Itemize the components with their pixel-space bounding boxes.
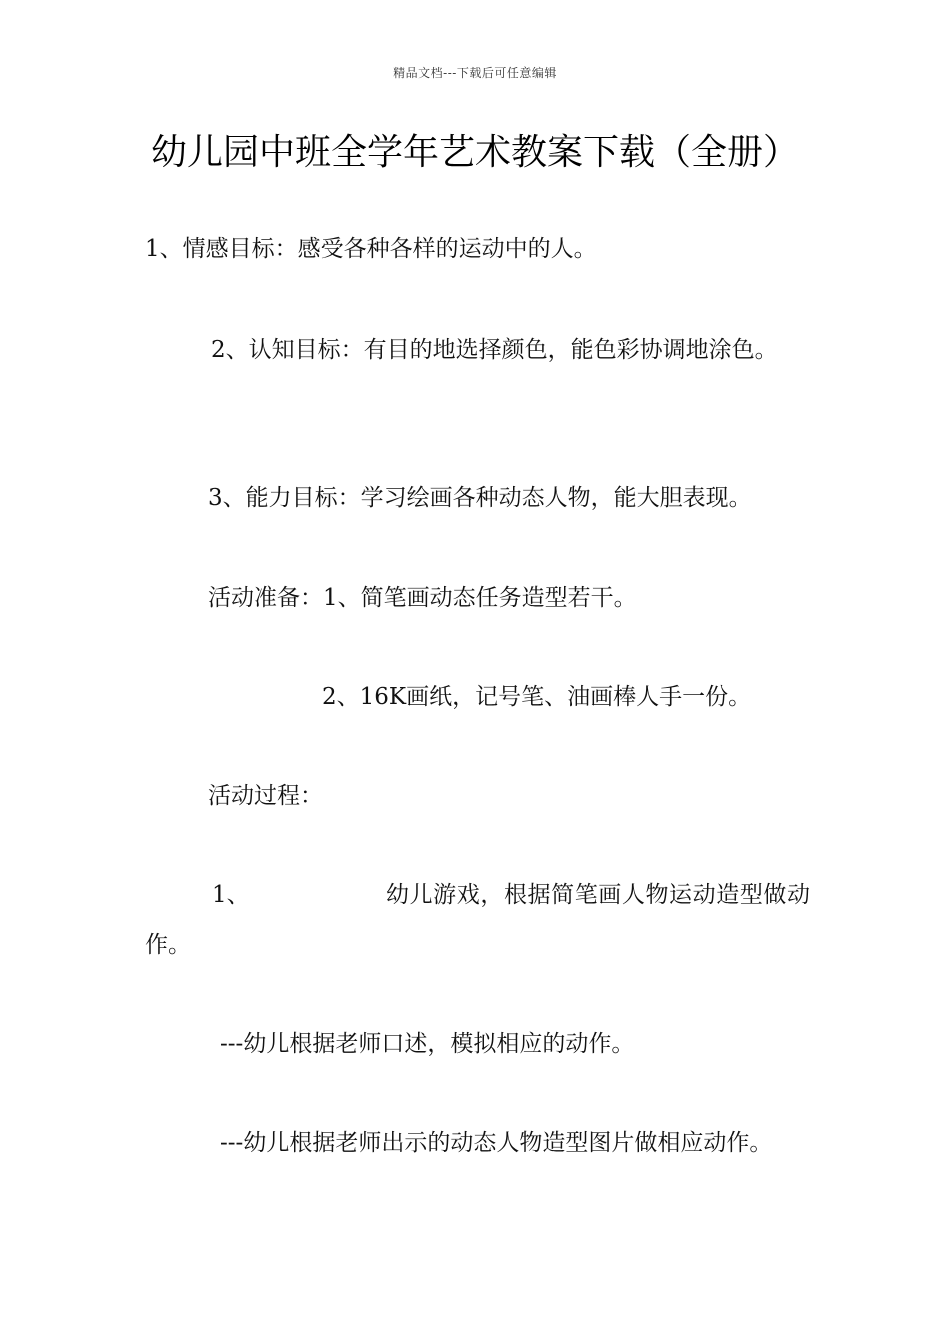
step-1-number: 1、 <box>212 882 250 908</box>
page-header: 精品文档---下载后可任意编辑 <box>393 66 557 80</box>
sub-step-2: ---幼儿根据老师出示的动态人物造型图片做相应动作。 <box>220 1130 773 1156</box>
goal-cognition: 2、认知目标：有目的地选择颜色，能色彩协调地涂色。 <box>211 337 778 363</box>
preparation-1: 活动准备：1、简笔画动态任务造型若干。 <box>208 585 637 611</box>
goal-emotion: 1、情感目标：感受各种各样的运动中的人。 <box>145 236 597 262</box>
process-heading: 活动过程： <box>208 783 323 809</box>
preparation-2: 2、16K画纸，记号笔、油画棒人手一份。 <box>322 684 752 710</box>
document-title: 幼儿园中班全学年艺术教案下载（全册） <box>150 132 799 173</box>
goal-ability: 3、能力目标：学习绘画各种动态人物，能大胆表现。 <box>208 485 752 511</box>
sub-step-1: ---幼儿根据老师口述，模拟相应的动作。 <box>220 1031 635 1057</box>
step-1-text: 幼儿游戏，根据简笔画人物运动造型做动作。 <box>145 882 810 958</box>
